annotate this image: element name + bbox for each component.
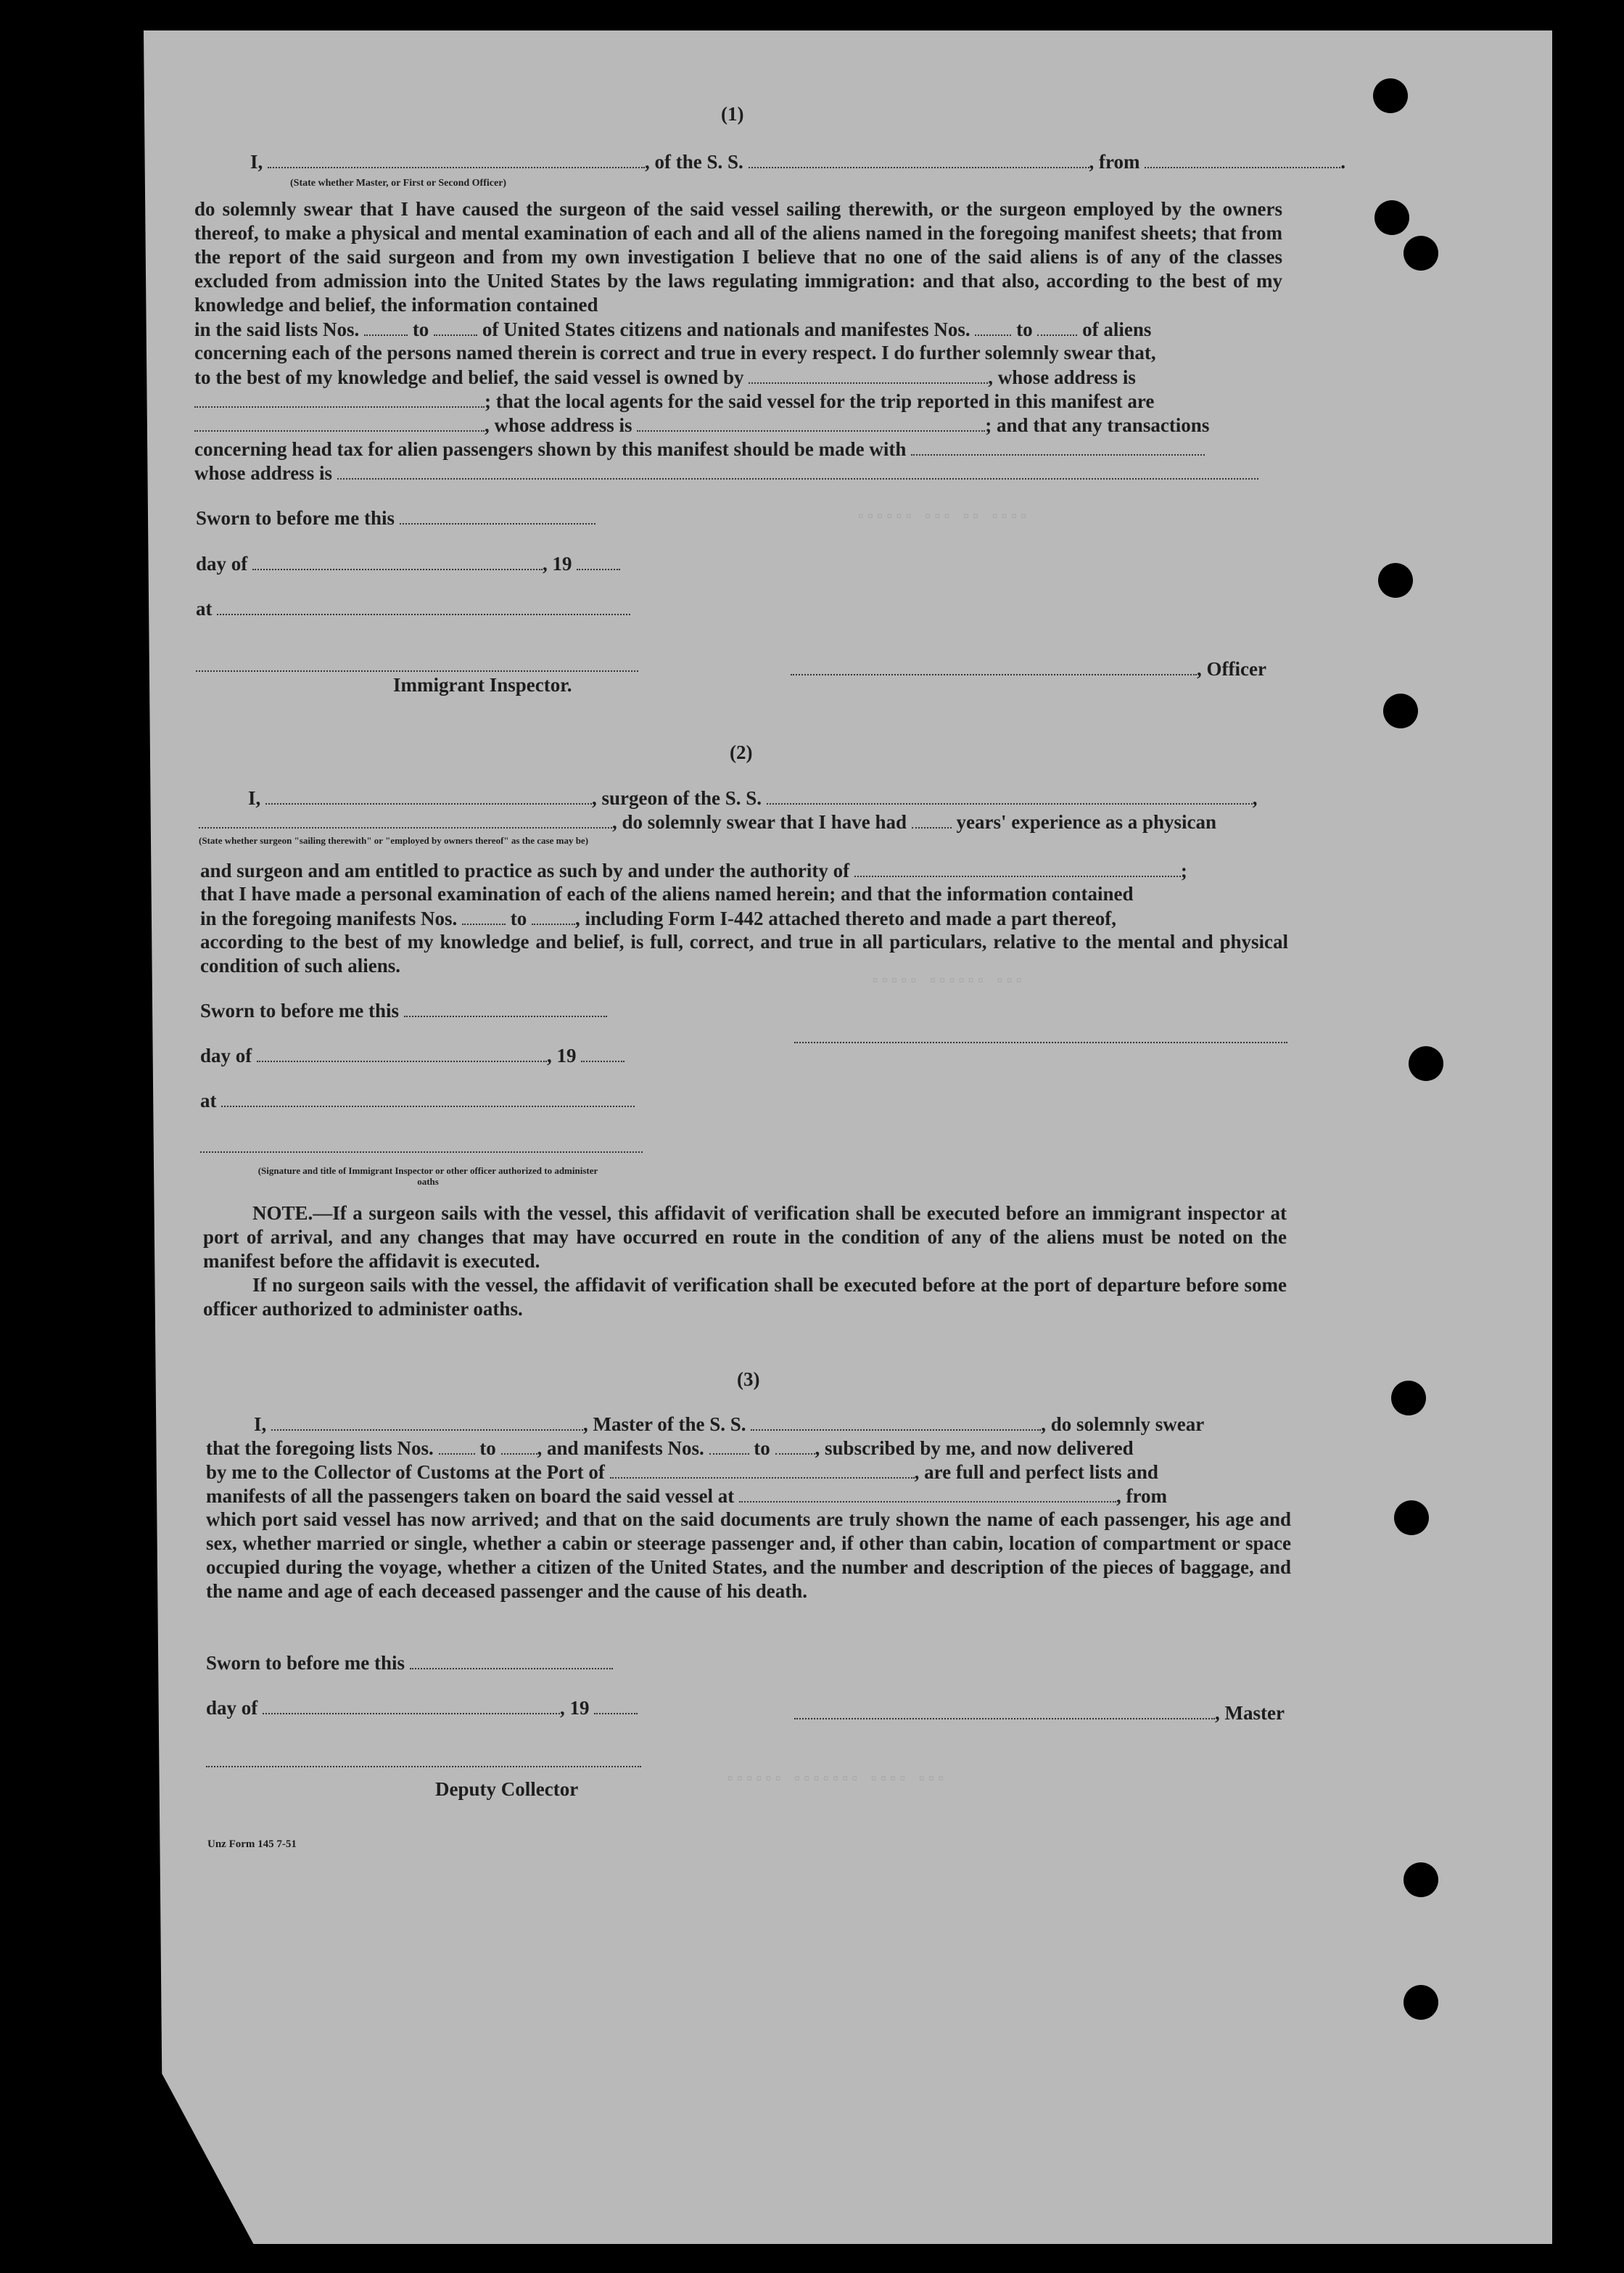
- authority-field[interactable]: [854, 858, 1181, 877]
- section-2-day-line: day of , 19: [200, 1043, 625, 1067]
- section-1-owned-line: to the best of my knowledge and belief, the said vessel is owned by , whose address is: [194, 366, 1136, 388]
- section-1-day-line: day of , 19: [196, 551, 620, 575]
- surgeon-vessel-field[interactable]: [767, 786, 1253, 805]
- section-1-agents-line-2: , whose address is ; and that any transactions: [194, 413, 1209, 437]
- section-2-note: (State whether surgeon "sailing therewith" or "employed by owners thereof" as the case may be): [199, 835, 589, 846]
- section-2-number: (2): [730, 741, 753, 763]
- section-3-sworn-line: Sworn to before me this: [206, 1651, 613, 1674]
- section-2-authority-line: and surgeon and am entitled to practice as such by and under the authority of ;: [200, 860, 1187, 881]
- section-3-master-line: , Master: [794, 1701, 1285, 1725]
- section-3-year-field[interactable]: [594, 1695, 638, 1714]
- sworn-location-field[interactable]: [217, 596, 630, 615]
- section-2-year-field[interactable]: [581, 1043, 625, 1062]
- punch-hole: [1373, 78, 1408, 113]
- officer-name-field[interactable]: [268, 149, 645, 168]
- section-3-manifest-from-field[interactable]: [709, 1436, 749, 1455]
- section-3-manifest-to-field[interactable]: [775, 1436, 815, 1455]
- headtax-address-field[interactable]: [337, 461, 1258, 480]
- section-2-line-1: I, , surgeon of the S. S. ,: [248, 787, 1258, 809]
- years-experience-field[interactable]: [912, 810, 952, 829]
- sworn-day-field[interactable]: [252, 551, 543, 570]
- punch-hole: [1383, 694, 1418, 728]
- section-1-paragraph: do solemnly swear that I have caused the surgeon of the said vessel sailing therewith, or the surgeon employed by the owners thereof, to make a physical and mental examination of each and all of the aliens named in the foregoing manifest sheets; that from the report of the said surgeon and from my own investigation I believe that no one of the said aliens is of any of the classes excluded from admission into the United States by the laws regulating immigration: and that also, according to the best of my knowledge and belief, the information contained: [194, 198, 1282, 316]
- section-2-day-field[interactable]: [257, 1043, 547, 1062]
- owner-field[interactable]: [749, 365, 988, 384]
- surgeon-status-field[interactable]: [199, 810, 612, 829]
- sworn-date-field[interactable]: [400, 506, 595, 525]
- section-1-address-line: whose address is: [194, 461, 1258, 485]
- port-of-embarkation-field[interactable]: [739, 1484, 1116, 1503]
- section-1-agents-line: ; that the local agents for the said vessel for the trip reported in this manifest are: [194, 389, 1154, 413]
- section-2-manifests-line: in the foregoing manifests Nos. to , including Form I-442 attached thereto and made a part thereof,: [200, 908, 1116, 929]
- us-list-from-field[interactable]: [364, 317, 408, 336]
- alien-manifest-to-field[interactable]: [1037, 317, 1077, 336]
- section-1-para-b: concerning each of the persons named therein is correct and true in every respect. I do further solemnly swear that,: [194, 342, 1156, 363]
- section-3-day-line: day of , 19: [206, 1695, 638, 1719]
- section-3-line-1: I, , Master of the S. S. , do solemnly swear: [254, 1413, 1205, 1435]
- bleed-through-text: ▫▫▫▫▫▫ ▫▫▫ ▫▫ ▫▫▫▫: [856, 508, 1029, 526]
- section-1-headtax-line: concerning head tax for alien passengers shown by this manifest should be made with: [194, 437, 1205, 461]
- inspector-signature-field[interactable]: [196, 653, 638, 672]
- alien-manifest-from-field[interactable]: [975, 317, 1011, 336]
- section-2-para-a: that I have made a personal examination of each of the aliens named herein; and that the information contained: [200, 883, 1134, 905]
- collector-signature-field[interactable]: [206, 1748, 641, 1767]
- section-1-at-line: at: [196, 596, 630, 620]
- form-identifier: Unz Form 145 7-51: [207, 1838, 297, 1850]
- section-3-paragraph: which port said vessel has now arrived; and that on the said documents are truly shown the name of each passenger, his age and sex, whether married or single, whether a cabin or steerage passenger and, if other than cabin, location of compartment or space occupied during the voyage, whether a citizen of the United States, and the number and description of the pieces of baggage, and the name and age of each deceased passenger and the cause of his death.: [206, 1508, 1291, 1602]
- section-3-list-to-field[interactable]: [501, 1436, 537, 1455]
- local-agents-field[interactable]: [194, 413, 485, 432]
- section-3-board-line: manifests of all the passengers taken on board the said vessel at , from: [206, 1485, 1167, 1507]
- section-2-para-b: according to the best of my knowledge and belief, is full, correct, and true in all particulars, relative to the mental and physical condition of such aliens.: [200, 931, 1288, 977]
- punch-hole: [1394, 1500, 1429, 1535]
- master-name-field[interactable]: [271, 1412, 583, 1431]
- section-1-number: (1): [721, 103, 744, 125]
- master-vessel-field[interactable]: [751, 1412, 1041, 1431]
- owner-address-field[interactable]: [194, 389, 485, 408]
- punch-hole: [1378, 563, 1413, 598]
- from-port-field[interactable]: [1145, 149, 1340, 168]
- section-2-sworn-date-field[interactable]: [404, 998, 607, 1017]
- immigrant-inspector-label: Immigrant Inspector.: [393, 674, 572, 696]
- punch-hole: [1404, 1985, 1438, 2020]
- section-2-note-paragraph-2: If no surgeon sails with the vessel, the affidavit of verification shall be executed before at the port of departure before some officer authorized to administer oaths.: [203, 1274, 1287, 1320]
- surgeon-signature-field[interactable]: [794, 1024, 1287, 1043]
- punch-hole: [1404, 1862, 1438, 1897]
- section-2-note-paragraph-1: NOTE.—If a surgeon sails with the vessel, this affidavit of verification shall be executed before an immigrant inspector at port of arrival, and any changes that may have occurred en route in the condition of any of the aliens must be noted on the manifest before the affidavit is executed.: [203, 1202, 1287, 1272]
- deputy-collector-label: Deputy Collector: [435, 1778, 579, 1800]
- section-2-location-field[interactable]: [221, 1088, 635, 1107]
- bleed-through-text: ▫▫▫▫▫▫ ▫▫▫▫▫▫▫ ▫▫▫▫ ▫▫▫: [725, 1770, 946, 1788]
- section-2-signature-note: (Signature and title of Immigrant Inspector or other officer authorized to administer oaths: [257, 1165, 598, 1187]
- punch-hole: [1404, 236, 1438, 271]
- vessel-name-field[interactable]: [749, 149, 1089, 168]
- headtax-contact-field[interactable]: [911, 437, 1205, 456]
- agents-address-field[interactable]: [637, 413, 985, 432]
- section-3-lists-line: that the foregoing lists Nos. to , and manifests Nos. to , subscribed by me, and now delivered: [206, 1437, 1134, 1459]
- authorized-officer-signature-field[interactable]: [200, 1134, 643, 1153]
- section-3-list-from-field[interactable]: [439, 1436, 475, 1455]
- section-3-number: (3): [737, 1368, 760, 1390]
- officer-signature-field[interactable]: [791, 657, 1197, 675]
- section-1-lists-line: in the said lists Nos. to of United States citizens and nationals and manifestes Nos. to of aliens: [194, 318, 1152, 340]
- punch-hole: [1374, 200, 1409, 235]
- bleed-through-text: ▫▫▫▫▫ ▫▫▫▫▫▫ ▫▫▫: [870, 972, 1024, 990]
- section-3-port-line: by me to the Collector of Customs at the Port of , are full and perfect lists and: [206, 1461, 1158, 1483]
- manifest-from-field[interactable]: [462, 906, 506, 925]
- master-signature-field[interactable]: [794, 1701, 1215, 1719]
- punch-hole: [1391, 1381, 1426, 1415]
- section-2-officer-sig-line: [200, 1134, 643, 1158]
- port-of-arrival-field[interactable]: [610, 1460, 915, 1479]
- section-1-officer-line: , Officer: [791, 657, 1266, 681]
- section-3-day-field[interactable]: [263, 1695, 560, 1714]
- section-2-line-2: , do solemnly swear that I have had years' experience as a physican: [199, 810, 1216, 834]
- section-2-at-line: at: [200, 1088, 635, 1112]
- sworn-year-field[interactable]: [577, 551, 620, 570]
- punch-hole: [1409, 1046, 1443, 1081]
- manifest-to-field[interactable]: [532, 906, 575, 925]
- section-2-signature-line: [794, 1024, 1287, 1048]
- section-1-sworn-line: Sworn to before me this: [196, 506, 595, 530]
- us-list-to-field[interactable]: [434, 317, 477, 336]
- section-1-note: (State whether Master, or First or Second Officer): [290, 178, 507, 189]
- section-1-line-1: I, , of the S. S. , from .: [250, 151, 1346, 173]
- surgeon-name-field[interactable]: [265, 786, 592, 805]
- section-3-collector-sig-line: [206, 1748, 641, 1772]
- section-3-sworn-date-field[interactable]: [410, 1651, 613, 1669]
- section-2-sworn-line: Sworn to before me this: [200, 998, 607, 1022]
